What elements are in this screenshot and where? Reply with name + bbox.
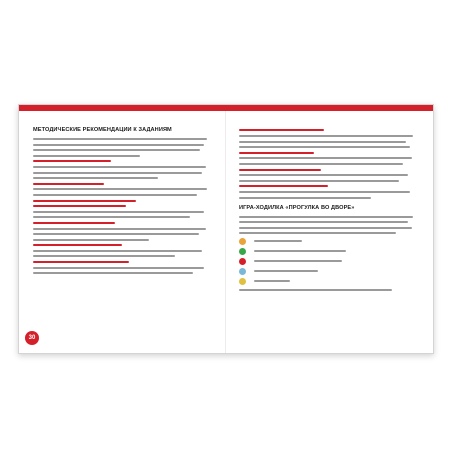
text-line-accent	[239, 169, 321, 171]
legend-row	[239, 258, 417, 265]
text-line	[239, 191, 410, 193]
text-line	[33, 211, 204, 213]
text-line	[254, 240, 302, 242]
text-line	[33, 172, 202, 174]
text-line	[239, 221, 408, 223]
text-line	[33, 228, 206, 230]
text-line	[239, 135, 413, 137]
text-line	[239, 174, 408, 176]
text-line-accent	[33, 261, 129, 263]
game-heading: ИГРА-ХОДИЛКА «ПРОГУЛКА ВО ДВОРЕ»	[239, 204, 355, 211]
legend-row	[239, 278, 417, 285]
text-line-accent	[239, 185, 328, 187]
text-line	[33, 188, 207, 190]
text-line	[33, 166, 206, 168]
page-spine	[225, 111, 226, 353]
text-line	[33, 233, 199, 235]
text-line	[239, 197, 371, 199]
text-line	[254, 250, 346, 252]
text-line	[239, 232, 396, 234]
red-top-band	[19, 105, 433, 111]
text-line	[239, 227, 412, 229]
legend-row	[239, 238, 417, 245]
text-line	[254, 270, 318, 272]
text-line-accent	[33, 183, 104, 185]
game-legend	[239, 238, 417, 285]
text-line-accent	[33, 222, 115, 224]
text-line-accent	[239, 152, 314, 154]
text-line-accent	[239, 129, 324, 131]
text-line	[254, 260, 342, 262]
game-rules	[239, 216, 417, 235]
left-column	[33, 127, 211, 278]
legend-icon	[239, 278, 246, 285]
text-line	[33, 155, 140, 157]
page-number-badge: 30	[25, 331, 39, 345]
text-line	[33, 239, 149, 241]
text-line-accent	[33, 205, 126, 207]
legend-icon	[239, 248, 246, 255]
text-line-accent	[33, 160, 111, 162]
text-line	[239, 180, 399, 182]
legend-row	[239, 248, 417, 255]
text-line	[33, 267, 204, 269]
text-line	[239, 146, 410, 148]
text-line	[33, 177, 158, 179]
text-line	[33, 194, 197, 196]
text-line	[239, 289, 392, 291]
text-line-accent	[33, 200, 136, 202]
text-line	[239, 163, 403, 165]
text-line	[254, 280, 290, 282]
legend-icon	[239, 258, 246, 265]
book-spread	[18, 104, 434, 354]
text-line	[239, 157, 412, 159]
text-line	[33, 250, 202, 252]
text-line	[33, 272, 193, 274]
section-heading: МЕТОДИЧЕСКИЕ РЕКОМЕНДАЦИИ К ЗАДАНИЯМ	[33, 127, 172, 133]
legend-row	[239, 268, 417, 275]
legend-icon	[239, 238, 246, 245]
right-column	[239, 127, 417, 294]
task-notes	[33, 138, 211, 274]
text-line	[33, 255, 175, 257]
task-notes-continued	[239, 129, 417, 198]
text-line	[33, 138, 207, 140]
text-line	[239, 141, 406, 143]
text-line	[33, 149, 200, 151]
legend-icon	[239, 268, 246, 275]
text-line	[239, 216, 413, 218]
text-line-accent	[33, 244, 122, 246]
text-line	[33, 216, 190, 218]
text-line	[33, 144, 204, 146]
